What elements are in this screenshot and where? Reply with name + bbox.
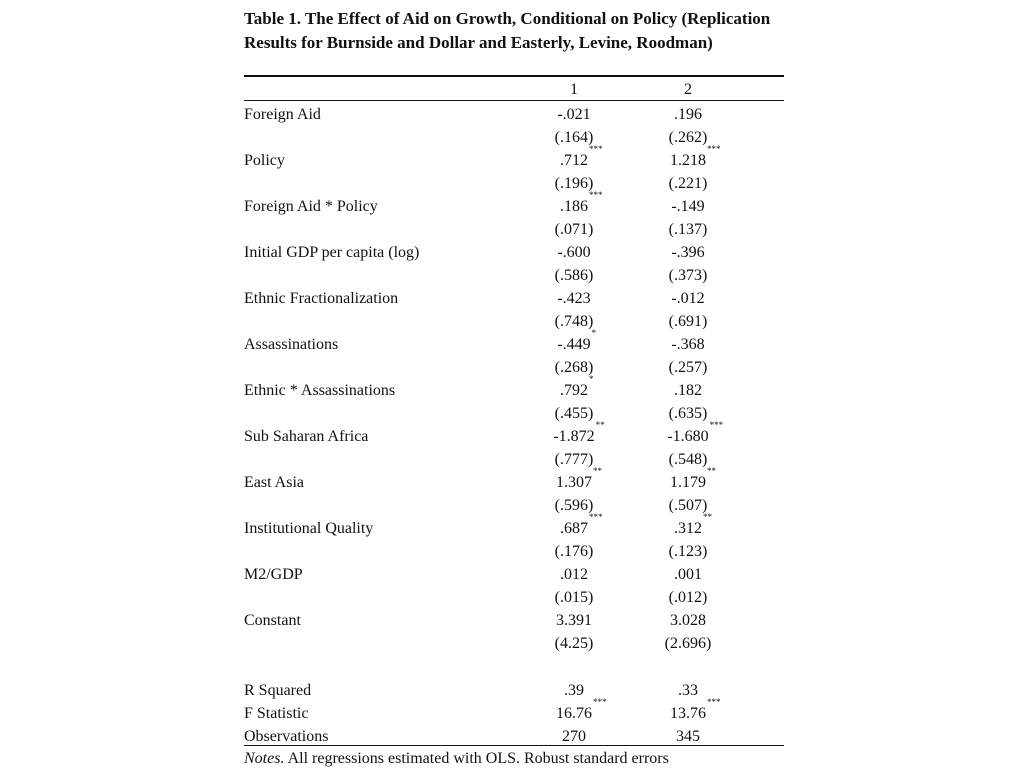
top-rule [244,75,784,77]
cell-value: (.176) [554,543,594,560]
stat-row [244,679,784,702]
cell-value-wrap [557,328,597,356]
cell-value-wrap [555,264,594,287]
significance-stars: ** [703,512,712,522]
table-row [244,512,784,540]
cell-value-wrap [671,287,704,310]
cell-value-wrap [667,420,724,448]
cell-value-wrap [671,333,704,356]
table-cell-col1 [514,494,634,517]
table-row [244,540,784,563]
significance-stars: *** [707,697,721,707]
cell-value-wrap [555,310,594,333]
cell-value-wrap [555,494,594,517]
table-cell-col2 [628,103,748,126]
table-cell-col2 [628,172,748,195]
table-notes [244,748,784,770]
table-cell-col1 [514,328,634,356]
table-row [244,609,784,632]
table-cell-col1 [514,679,634,702]
cell-value: .012 [560,566,588,583]
row-label: Ethnic Fractionalization [244,290,399,307]
notes-text: All regressions estimated with OLS. Robust standard errors [284,750,669,767]
cell-value-wrap [674,103,702,126]
row-label: Ethnic * Assassinations [244,382,396,399]
header-rule [244,100,784,101]
table-cell-col1 [514,172,634,195]
significance-stars: *** [593,697,607,707]
cell-value-wrap [671,241,704,264]
cell-value: .001 [674,566,702,583]
table-title: Table 1. The Effect of Aid on Growth, Conditional on Policy (Replication Results for Burnside and Dollar and Easterly, Levine, Roodman) [244,9,771,52]
cell-value-wrap [560,144,603,172]
table-cell-col2 [628,310,748,333]
significance-stars: *** [707,144,721,154]
cell-value-wrap [557,103,590,126]
row-label: Observations [244,728,329,745]
column-header-2: 2 [684,81,692,98]
cell-value-wrap [555,126,594,149]
cell-value-wrap [555,402,594,425]
cell-value: (.268) [554,359,594,376]
cell-value: 16.76 [556,705,592,722]
table-cell-col1 [514,374,634,402]
table-cell-col2 [628,379,748,402]
table-row [244,264,784,287]
cell-value-wrap [669,218,708,241]
cell-value: (.262) [668,129,708,146]
table-cell-col1 [514,632,634,655]
row-label: R Squared [244,682,312,699]
table-cell-col2 [628,420,748,448]
cell-value: -.368 [671,336,705,353]
cell-value: 13.76 [670,705,706,722]
bottom-rule [244,745,784,746]
cell-value-wrap [670,144,721,172]
cell-value-wrap [674,512,712,540]
cell-value: 1.179 [670,474,706,491]
table-cell-col1 [514,448,634,471]
cell-value: -.449 [557,336,591,353]
cell-value-wrap [556,466,602,494]
table-row [244,563,784,586]
table-cell-col1 [514,466,634,494]
cell-value-wrap [560,190,603,218]
row-label: F Statistic [244,705,309,722]
column-header-1: 1 [570,81,578,98]
cell-value: -.012 [671,290,705,307]
table-cell-col1 [514,241,634,264]
table-cell-col2 [628,402,748,425]
table-cell-col1 [514,402,634,425]
table-cell-col2 [628,448,748,471]
cell-value: -1.872 [553,428,595,445]
cell-value-wrap [670,466,716,494]
table-cell-col2 [628,586,748,609]
cell-value-wrap [555,540,594,563]
cell-value: .186 [560,198,588,215]
cell-value-wrap [670,697,721,725]
cell-value-wrap [665,632,712,655]
cell-value-wrap [669,126,708,149]
row-label: Foreign Aid * Policy [244,198,378,215]
table-row [244,466,784,494]
table-cell-col2 [628,144,748,172]
table-cell-col1 [514,420,634,448]
table-row [244,172,784,195]
table-row [244,586,784,609]
cell-value-wrap [556,697,607,725]
cell-value-wrap [555,586,594,609]
table-row [244,402,784,425]
cell-value: .312 [674,520,702,537]
cell-value: .196 [674,106,702,123]
cell-value: 1.218 [670,152,706,169]
row-label: Initial GDP per capita (log) [244,244,420,261]
row-label: Sub Saharan Africa [244,428,369,445]
row-label: Foreign Aid [244,106,321,123]
significance-stars: *** [589,190,603,200]
table-cell-col2 [628,126,748,149]
cell-value-wrap [670,609,706,632]
table-row [244,448,784,471]
significance-stars: * [591,328,597,338]
table-cell-col2 [628,679,748,702]
cell-value: -.149 [671,198,705,215]
cell-value-wrap [555,218,594,241]
table-cell-col1 [514,287,634,310]
table-cell-col1 [514,697,634,725]
cell-value-wrap [669,264,708,287]
cell-value-wrap [671,195,704,218]
cell-value: (.596) [554,497,594,514]
table-cell-col2 [628,609,748,632]
table-cell-col2 [628,494,748,517]
cell-value: -.396 [671,244,705,261]
cell-value-wrap [678,679,698,702]
table-cell-col1 [514,103,634,126]
cell-value: (.455) [554,405,594,422]
cell-value: .182 [674,382,702,399]
cell-value-wrap [556,609,592,632]
table-cell-col2 [628,195,748,218]
table-row [244,190,784,218]
row-label: East Asia [244,474,304,491]
table-cell-col2 [628,287,748,310]
table-cell-col1 [514,512,634,540]
cell-value: (.748) [554,313,594,330]
table-cell-col1 [514,310,634,333]
table-cell-col2 [628,540,748,563]
cell-value: (.586) [554,267,594,284]
table-row [244,287,784,310]
table-row [244,328,784,356]
table-cell-col2 [628,512,748,540]
table-cell-col1 [514,144,634,172]
cell-value: 3.391 [556,612,592,629]
cell-value: 345 [676,728,700,745]
significance-stars: ** [593,466,602,476]
table-cell-col1 [514,218,634,241]
column-header-row [244,78,784,101]
table-cell-col1 [514,356,634,379]
table-row [244,356,784,379]
table-cell-col2 [628,264,748,287]
cell-value-wrap [669,448,708,471]
cell-value: (.635) [668,405,708,422]
table-row [244,310,784,333]
cell-value-wrap [564,679,584,702]
cell-value-wrap [674,563,702,586]
table-cell-col2 [628,466,748,494]
significance-stars: *** [589,144,603,154]
table-cell-col1 [514,540,634,563]
cell-value-wrap [669,586,708,609]
significance-stars: ** [707,466,716,476]
cell-value: .33 [678,682,698,699]
cell-value: 270 [562,728,586,745]
table-cell-col1 [514,190,634,218]
table-row [244,374,784,402]
cell-value-wrap [669,494,708,517]
cell-value: -.423 [557,290,591,307]
table-cell-col1 [514,609,634,632]
cell-value: (.015) [554,589,594,606]
cell-value: (.012) [668,589,708,606]
row-label: Policy [244,152,285,169]
table-row [244,144,784,172]
cell-value: (4.25) [554,635,594,652]
cell-value-wrap [555,632,594,655]
cell-value: (.548) [668,451,708,468]
cell-value: (.257) [668,359,708,376]
cell-value: (.196) [554,175,594,192]
cell-value: 3.028 [670,612,706,629]
table-cell-col2 [628,241,748,264]
cell-value: (.071) [554,221,594,238]
row-label: Institutional Quality [244,520,374,537]
cell-value-wrap [557,287,590,310]
cell-value: .687 [560,520,588,537]
table-cell-col2 [628,218,748,241]
cell-value-wrap [669,402,708,425]
cell-value: 1.307 [556,474,592,491]
significance-stars: ** [595,420,605,430]
table-cell-col2 [628,356,748,379]
cell-value-wrap [669,172,708,195]
table-cell-col1 [514,126,634,149]
cell-value: .39 [564,682,584,699]
table-row [244,103,784,126]
table-row [244,420,784,448]
cell-value: -.021 [557,106,591,123]
cell-value: .712 [560,152,588,169]
cell-value: (.373) [668,267,708,284]
significance-stars: *** [709,420,724,430]
table-cell-col1 [514,586,634,609]
table-cell-col2 [628,697,748,725]
cell-value: (.164) [554,129,594,146]
table-row [244,218,784,241]
cell-value-wrap [557,241,590,264]
table-cell-col2 [628,632,748,655]
table-cell-col1 [514,563,634,586]
row-label: M2/GDP [244,566,303,583]
cell-value: (.777) [554,451,594,468]
cell-value: (.221) [668,175,708,192]
cell-value-wrap [555,448,594,471]
cell-value-wrap [674,379,702,402]
row-label: Constant [244,612,301,629]
cell-value: -1.680 [667,428,709,445]
cell-value: (.123) [668,543,708,560]
table-cell-col2 [628,563,748,586]
cell-value-wrap [560,563,588,586]
notes-label: Notes. [244,750,285,767]
cell-value: (.691) [668,313,708,330]
table-cell-col2 [628,333,748,356]
cell-value: -.600 [557,244,591,261]
table-row [244,241,784,264]
cell-value-wrap [669,310,708,333]
cell-value-wrap [553,420,605,448]
cell-value-wrap [669,540,708,563]
cell-value: .792 [560,382,588,399]
cell-value: (2.696) [664,635,712,652]
cell-value-wrap [555,356,594,379]
significance-stars: *** [589,512,603,522]
table-row [244,126,784,149]
significance-stars: * [589,374,594,384]
table-cell-col1 [514,264,634,287]
table-row [244,632,784,655]
cell-value-wrap [560,374,594,402]
stat-row [244,697,784,725]
cell-value-wrap [555,172,594,195]
cell-value-wrap [560,512,603,540]
row-label: Assassinations [244,336,339,353]
cell-value: (.137) [668,221,708,238]
cell-value: (.507) [668,497,708,514]
cell-value-wrap [669,356,708,379]
